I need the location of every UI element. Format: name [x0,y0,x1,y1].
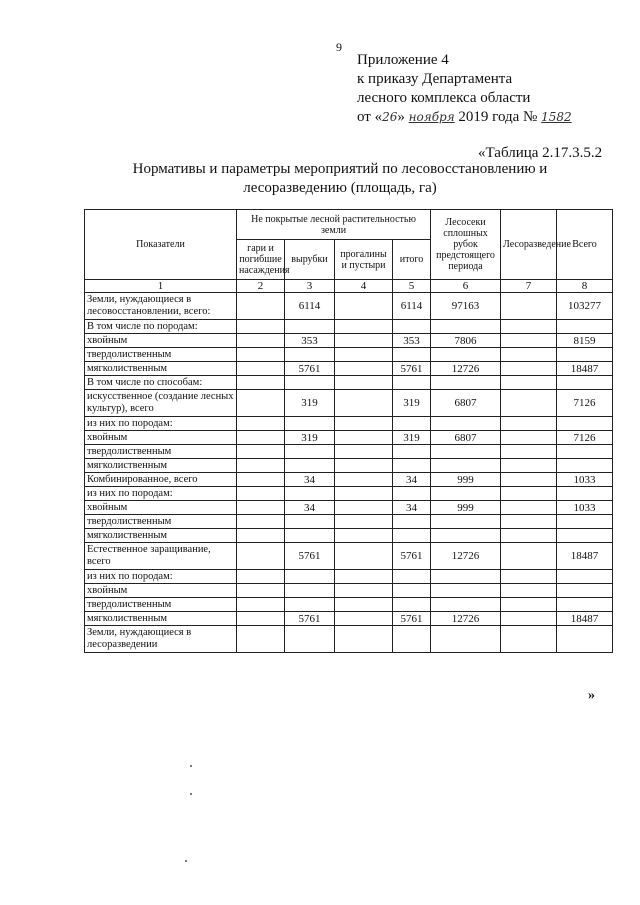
table-row [85,320,613,334]
table-cell: 5761 [393,362,431,376]
table-row [85,501,613,515]
row-label: мягколиственным [85,529,237,543]
table-cell [431,320,501,334]
row-label: мягколиственным [85,612,237,626]
table-cell [393,570,431,584]
table-cell [393,320,431,334]
row-label: искусственное (создание лесных культур), всего [85,390,237,417]
table-cell: 6807 [431,431,501,445]
appendix-date-line [357,108,572,127]
table-row [85,417,613,431]
table-cell [431,570,501,584]
table-cell [335,445,393,459]
table-cell [557,348,613,362]
table-cell: 103277 [557,293,613,320]
table-cell: 18487 [557,543,613,570]
header-cutting-areas: Лесосеки сплошных рубок предстоящего периода [431,210,501,280]
table-cell [335,390,393,417]
table-cell [237,334,285,348]
row-label: Земли, нуждающиеся в лесоразведении [85,626,237,653]
table-cell [557,487,613,501]
page-number: 9 [336,40,342,54]
table-cell [335,417,393,431]
table-row [85,515,613,529]
table-body [85,293,613,653]
date-mid: » [397,109,409,125]
table-cell [237,320,285,334]
table-cell [501,626,557,653]
table-cell: 12726 [431,543,501,570]
table-cell [431,584,501,598]
table-cell [237,501,285,515]
table-cell [285,584,335,598]
table-row [85,570,613,584]
table-cell [335,570,393,584]
table-row [85,626,613,653]
norms-table [84,209,613,653]
table-cell: 18487 [557,362,613,376]
column-index: 7 [501,280,557,293]
table-cell [501,293,557,320]
table-cell [335,584,393,598]
table-cell [393,584,431,598]
table-cell [237,348,285,362]
table-cell [335,501,393,515]
table-cell [237,417,285,431]
table-cell [431,445,501,459]
table-cell [237,293,285,320]
row-label: хвойным [85,431,237,445]
table-cell [557,515,613,529]
table-cell: 353 [285,334,335,348]
column-index: 8 [557,280,613,293]
table-cell: 34 [393,473,431,487]
table-cell [393,417,431,431]
header-gaps: прогалины и пустыри [335,240,393,280]
table-row [85,293,613,320]
table-cell [557,598,613,612]
row-label: из них по породам: [85,487,237,501]
table-row [85,362,613,376]
table-cell [335,348,393,362]
table-cell: 319 [393,431,431,445]
table-cell [501,543,557,570]
table-cell [237,376,285,390]
table-cell [335,543,393,570]
table-cell [501,598,557,612]
table-cell [335,612,393,626]
table-cell [237,584,285,598]
table-cell [285,515,335,529]
appendix-line-1: Приложение 4 [357,52,449,68]
table-row [85,529,613,543]
table-cell [557,417,613,431]
table-cell [393,348,431,362]
header-total: Всего [557,210,613,280]
table-cell [237,362,285,376]
table-cell [335,376,393,390]
table-cell [501,334,557,348]
table-cell [501,320,557,334]
table-row [85,376,613,390]
table-header [85,210,613,293]
table-cell [237,445,285,459]
table-cell [501,459,557,473]
table-cell: 12726 [431,362,501,376]
row-label: твердолиственным [85,348,237,362]
table-row [85,612,613,626]
table-row [85,334,613,348]
table-cell [431,348,501,362]
table-cell: 5761 [393,543,431,570]
table-cell [557,320,613,334]
column-index-row [85,280,613,293]
table-cell [285,376,335,390]
column-index: 2 [237,280,285,293]
table-cell [285,417,335,431]
table-cell [557,584,613,598]
table-row [85,543,613,570]
table-cell: 34 [285,473,335,487]
table-cell: 1033 [557,501,613,515]
table-cell [335,626,393,653]
table-row [85,473,613,487]
table-cell [335,334,393,348]
table-cell [431,598,501,612]
row-label: твердолиственным [85,598,237,612]
table-cell: 319 [285,431,335,445]
table-cell [501,487,557,501]
table-cell: 5761 [285,362,335,376]
table-cell [501,612,557,626]
table-cell [431,529,501,543]
table-cell [237,543,285,570]
header-burns: гари и погибшие насаждения [237,240,285,280]
row-label: из них по породам: [85,417,237,431]
table-cell [431,417,501,431]
column-index: 3 [285,280,335,293]
row-label: Комбинированное, всего [85,473,237,487]
table-cell [335,473,393,487]
table-cell [557,529,613,543]
table-cell: 999 [431,473,501,487]
table-cell [393,626,431,653]
table-cell [335,487,393,501]
table-cell [431,459,501,473]
row-label: из них по породам: [85,570,237,584]
table-cell [335,431,393,445]
table-cell: 6114 [285,293,335,320]
row-label: хвойным [85,584,237,598]
column-index: 1 [85,280,237,293]
table-row [85,584,613,598]
table-cell: 7806 [431,334,501,348]
table-cell: 34 [285,501,335,515]
column-index: 4 [335,280,393,293]
row-label: хвойным [85,334,237,348]
table-cell [237,515,285,529]
table-cell [557,626,613,653]
handwritten-day: 26 [382,110,398,124]
table-cell [335,293,393,320]
table-cell [237,626,285,653]
table-cell [501,390,557,417]
table-cell [237,431,285,445]
table-cell: 7126 [557,390,613,417]
table-cell [431,626,501,653]
table-cell [285,487,335,501]
table-cell [237,487,285,501]
table-cell: 6114 [393,293,431,320]
row-label: хвойным [85,501,237,515]
table-cell: 5761 [285,543,335,570]
table-row [85,487,613,501]
table-cell: 12726 [431,612,501,626]
table-cell [557,459,613,473]
table-cell: 353 [393,334,431,348]
row-label: мягколиственным [85,459,237,473]
table-cell [237,612,285,626]
row-label: мягколиственным [85,362,237,376]
table-cell: 5761 [393,612,431,626]
table-cell: 319 [285,390,335,417]
date-suffix: 2019 года № [454,109,538,125]
table-cell [501,417,557,431]
document-title-line-1: Нормативы и параметры мероприятий по лесовосстановлению и [132,161,548,177]
table-row [85,431,613,445]
table-cell [237,529,285,543]
table-cell [335,515,393,529]
table-cell [393,459,431,473]
table-cell [501,501,557,515]
table-cell [501,362,557,376]
table-cell [501,376,557,390]
table-cell [237,390,285,417]
table-cell [285,626,335,653]
table-cell [285,570,335,584]
table-row [85,598,613,612]
table-cell [335,320,393,334]
table-cell [285,445,335,459]
column-index: 6 [431,280,501,293]
table-cell [285,459,335,473]
table-cell [335,529,393,543]
table-cell [393,445,431,459]
row-label: В том числе по породам: [85,320,237,334]
scan-speck [190,765,192,767]
table-cell: 8159 [557,334,613,348]
scan-speck [185,860,187,862]
table-cell: 999 [431,501,501,515]
table-cell [393,487,431,501]
table-cell [335,598,393,612]
date-prefix: от « [357,109,383,125]
appendix-line-3: лесного комплекса области [357,90,531,106]
table-caption: «Таблица 2.17.3.5.2 [478,145,603,161]
header-not-covered: Не покрытые лесной растительностью земли [237,210,431,240]
table-cell [431,515,501,529]
table-cell [393,515,431,529]
handwritten-month: ноября [408,110,455,124]
header-subtotal: итого [393,240,431,280]
table-cell [431,487,501,501]
table-cell [557,570,613,584]
table-cell [335,362,393,376]
table-cell: 6807 [431,390,501,417]
table-cell: 5761 [285,612,335,626]
table-cell [237,598,285,612]
table-cell [393,376,431,390]
header-clearings: вырубки [285,240,335,280]
column-index: 5 [393,280,431,293]
table-cell [501,529,557,543]
document-title-line-2: лесоразведению (площадь, га) [243,180,437,196]
table-row [85,445,613,459]
appendix-line-2: к приказу Департамента [357,71,513,87]
table-row [85,459,613,473]
table-cell: 7126 [557,431,613,445]
table-cell: 18487 [557,612,613,626]
table-cell [393,598,431,612]
table-cell: 34 [393,501,431,515]
table-cell: 97163 [431,293,501,320]
table-cell [335,459,393,473]
table-cell [501,473,557,487]
header-afforestation: Лесоразведение [501,210,557,280]
closing-quote: » [588,688,595,703]
table-cell [501,515,557,529]
table-cell [557,376,613,390]
scan-speck [190,793,192,795]
table-cell [501,348,557,362]
row-label: Естественное заращивание, всего [85,543,237,570]
table-cell [557,445,613,459]
row-label: твердолиственным [85,445,237,459]
table-cell [501,584,557,598]
row-label: твердолиственным [85,515,237,529]
table-cell [285,348,335,362]
table-cell [501,570,557,584]
header-indicators: Показатели [85,210,237,280]
table-cell: 319 [393,390,431,417]
table-cell [501,431,557,445]
row-label: Земли, нуждающиеся в лесовосстановлении, всего: [85,293,237,320]
table-cell [431,376,501,390]
table-row [85,390,613,417]
table-row [85,348,613,362]
table-cell [285,598,335,612]
row-label: В том числе по способам: [85,376,237,390]
handwritten-order-number: 1582 [541,110,572,124]
table-cell [237,459,285,473]
table-cell [285,320,335,334]
table-cell [501,445,557,459]
table-cell [237,473,285,487]
table-cell [393,529,431,543]
table-cell [237,570,285,584]
table-cell [285,529,335,543]
table-cell: 1033 [557,473,613,487]
